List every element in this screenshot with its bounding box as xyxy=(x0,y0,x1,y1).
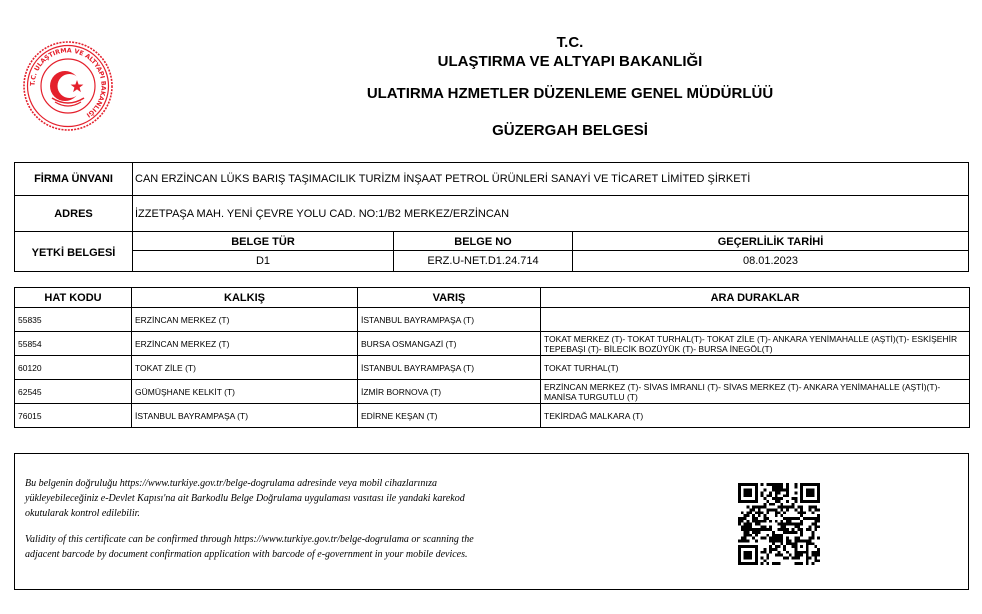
route-from: İSTANBUL BAYRAMPAŞA (T) xyxy=(132,404,358,428)
table-row xyxy=(15,404,970,428)
license-no-value: ERZ.U-NET.D1.24.714 xyxy=(427,255,539,267)
header-directorate: ULATIRMA HZMETLER DÜZENLEME GENEL MÜDÜRLÜÜ xyxy=(366,85,774,102)
route-from: ERZİNCAN MERKEZ (T) xyxy=(132,308,358,332)
license-no-header: BELGE NO xyxy=(454,236,512,248)
col-arrival: VARIŞ xyxy=(358,288,541,308)
route-to: İSTANBUL BAYRAMPAŞA (T) xyxy=(358,308,541,332)
table-row xyxy=(15,332,970,356)
firm-info-box xyxy=(14,162,969,272)
qr-code-icon[interactable] xyxy=(738,483,820,565)
route-from: TOKAT ZİLE (T) xyxy=(132,356,358,380)
firm-name-value: CAN ERZİNCAN LÜKS BARIŞ TAŞIMACILIK TURİZM İNŞAAT PETROL ÜRÜNLERİ SANAYİ VE TİCARET LİMİTED ŞİRKETİ xyxy=(135,173,751,185)
col-departure: KALKIŞ xyxy=(132,288,358,308)
license-type-value: D1 xyxy=(255,255,271,267)
route-stops: TOKAT TURHAL(T) xyxy=(541,356,970,380)
firm-name-label: FİRMA ÜNVANI xyxy=(34,173,113,185)
route-stops: ERZİNCAN MERKEZ (T)- SİVAS İMRANLI (T)- SİVAS MERKEZ (T)- ANKARA YENİMAHALLE (AŞTİ)(T)- MANİSA TURGUTLU (T) xyxy=(541,380,970,404)
ministry-seal-icon xyxy=(22,40,114,132)
header-ministry: ULAŞTIRMA VE ALTYAPI BAKANLIĞI xyxy=(437,53,703,70)
route-to: BURSA OSMANGAZİ (T) xyxy=(358,332,541,356)
table-row xyxy=(15,380,970,404)
routes-header-row xyxy=(15,288,970,308)
license-type-header: BELGE TÜR xyxy=(231,236,295,248)
route-to: EDİRNE KEŞAN (T) xyxy=(358,404,541,428)
table-row xyxy=(15,356,970,380)
route-stops xyxy=(541,308,970,332)
address-label: ADRES xyxy=(54,208,93,220)
validity-date-header: GEÇERLİLİK TARİHİ xyxy=(717,236,824,248)
address-value: İZZETPAŞA MAH. YENİ ÇEVRE YOLU CAD. NO:1/B2 MERKEZ/ERZİNCAN xyxy=(135,208,510,220)
seal-text: T.C. ULAŞTIRMA VE ALTYAPI BAKANLIĞI xyxy=(29,47,107,119)
route-from: GÜMÜŞHANE KELKİT (T) xyxy=(132,380,358,404)
verification-text-tr: Bu belgenin doğruluğu https://www.turkiye.gov.tr/belge-dogrulama adresinde veya mobil cihazlarınıza yükleyebileceğiniz e-Devlet Kapısı'na ait Barkodlu Belge Doğrulama uygulaması vasıtası ile yandaki karekod okutularak kontrol edilebilir. xyxy=(25,478,465,519)
col-stops: ARA DURAKLAR xyxy=(541,288,970,308)
validity-date-value: 08.01.2023 xyxy=(742,255,799,267)
route-to: İZMİR BORNOVA (T) xyxy=(358,380,541,404)
route-code: 76015 xyxy=(15,404,132,428)
route-code: 55835 xyxy=(15,308,132,332)
table-row xyxy=(15,308,970,332)
route-from: ERZİNCAN MERKEZ (T) xyxy=(132,332,358,356)
route-code: 55854 xyxy=(15,332,132,356)
document-title: GÜZERGAH BELGESİ xyxy=(492,122,648,139)
route-code: 60120 xyxy=(15,356,132,380)
verification-box xyxy=(14,453,969,590)
license-label: YETKİ BELGESİ xyxy=(31,247,116,259)
route-stops: TOKAT MERKEZ (T)- TOKAT TURHAL(T)- TOKAT ZİLE (T)- ANKARA YENİMAHALLE (AŞTİ)(T)- ESKİŞEHİR TEPEBAŞI (T)- BİLECİK BOZÜYÜK (T)- BURSA İNEGÖL(T) xyxy=(541,332,970,356)
route-stops: TEKİRDAĞ MALKARA (T) xyxy=(541,404,970,428)
col-route-code: HAT KODU xyxy=(15,288,132,308)
route-code: 62545 xyxy=(15,380,132,404)
verification-text-en: Validity of this certificate can be confirmed through https://www.turkiye.gov.tr/belge-dogrulama or scanning the adjacent barcode by document confirmation application with barcode of e-government in your mobile devices. xyxy=(25,534,474,560)
routes-table xyxy=(14,287,970,428)
header-tc: T.C. xyxy=(556,34,584,51)
route-to: İSTANBUL BAYRAMPAŞA (T) xyxy=(358,356,541,380)
